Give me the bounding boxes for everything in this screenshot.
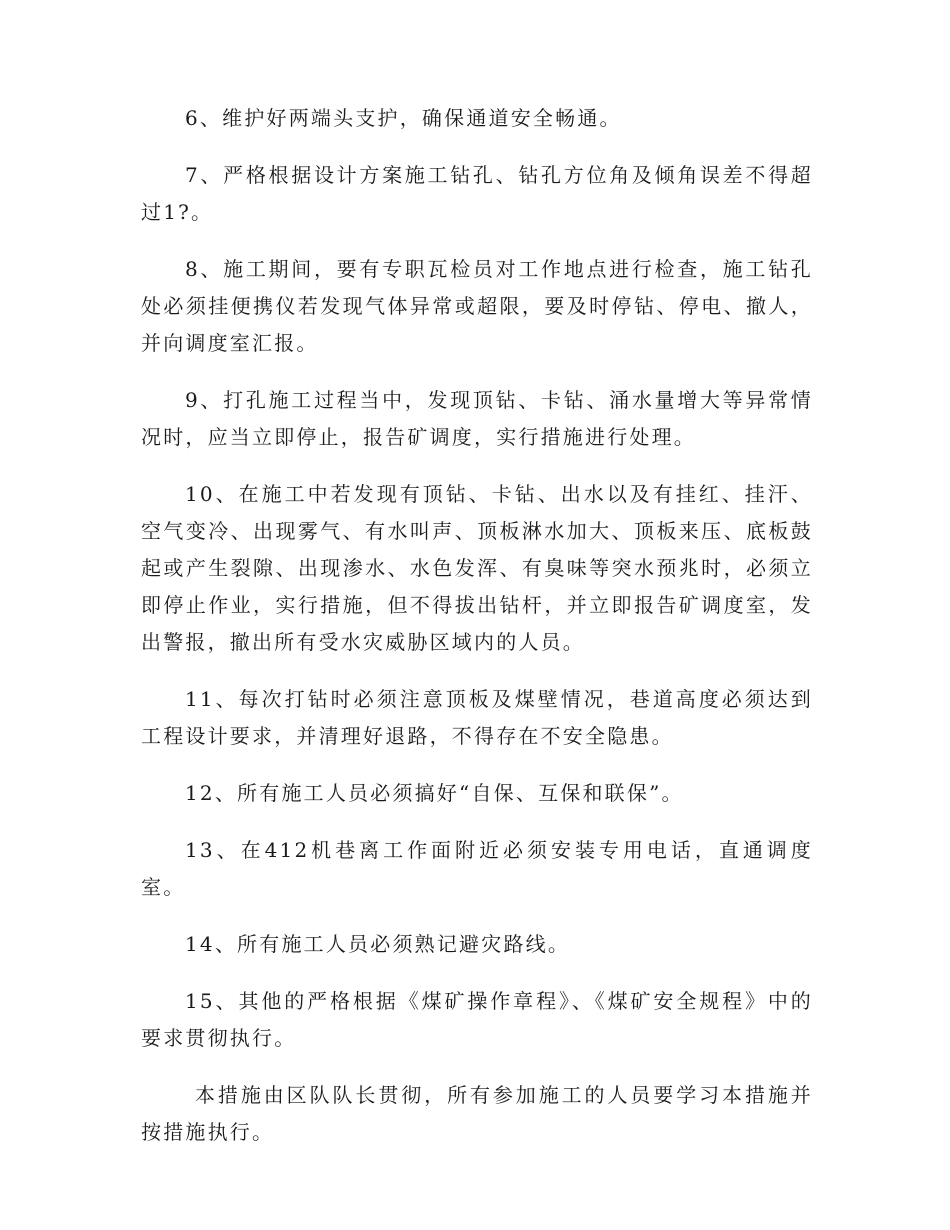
paragraph-item-7: 7、严格根据设计方案施工钻孔、钻孔方位角及倾角误差不得超过1?。 (141, 163, 813, 224)
paragraph-item-10: 10、在施工中若发现有顶钻、卡钻、出水以及有挂红、挂汗、空气变冷、出现雾气、有水叫声、顶板淋水加大、顶板来压、底板鼓起或产生裂隙、出现渗水、水色发浑、有臭味等突水预兆时，必须立即停止作业，实行措施，但不得拔出钻杆，并立即报告矿调度室，发出警报，撤出所有受水灾威胁区域内的人员。 (141, 482, 813, 654)
paragraph-item-9: 9、打孔施工过程当中，发现顶钻、卡钻、涌水量增大等异常情况时，应当立即停止，报告矿调度，实行措施进行处理。 (141, 388, 813, 449)
paragraph-item-8: 8、施工期间，要有专职瓦检员对工作地点进行检查，施工钻孔处必须挂便携仪若发现气体异常或超限，要及时停钻、停电、撤人，并向调度室汇报。 (141, 257, 813, 355)
paragraph-item-14: 14、所有施工人员必须熟记避灾路线。 (185, 932, 571, 956)
paragraph-item-13: 13、在412机巷离工作面附近必须安装专用电话，直通调度室。 (141, 838, 813, 899)
document-body (141, 100, 813, 1171)
paragraph-item-6: 6、维护好两端头支护，确保通道安全畅通。 (185, 106, 622, 130)
paragraph-item-11: 11、每次打钻时必须注意顶板及煤壁情况，巷道高度必须达到工程设计要求，并清理好退路，不得存在不安全隐患。 (141, 687, 813, 748)
paragraph-item-12: 12、所有施工人员必须搞好“自保、互保和联保”。 (185, 781, 684, 805)
paragraph-item-15: 15、其他的严格根据《煤矿操作章程》、《煤矿安全规程》中的要求贯彻执行。 (141, 989, 813, 1050)
closing-paragraph: 本措施由区队队长贯彻，所有参加施工的人员要学习本措施并按措施执行。 (141, 1083, 813, 1144)
